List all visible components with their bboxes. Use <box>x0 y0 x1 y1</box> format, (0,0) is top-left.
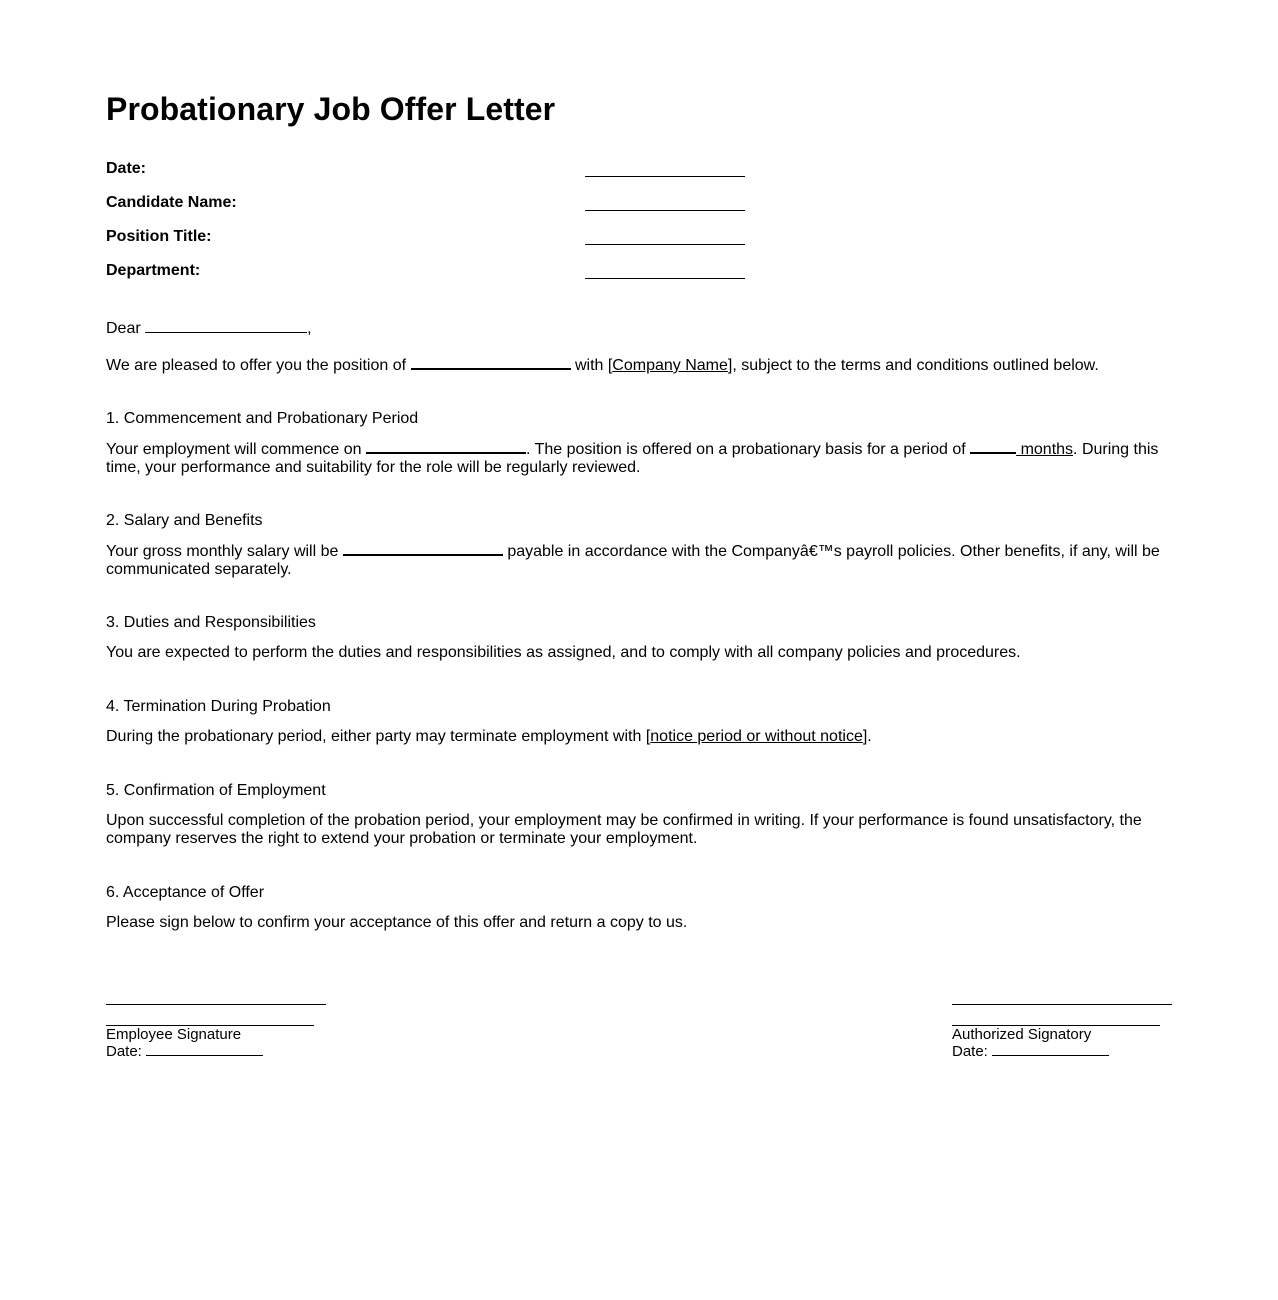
field-label: Department: <box>106 262 201 279</box>
section-heading: 2. Salary and Benefits <box>106 512 263 529</box>
authorized-signature-block <box>952 1004 1172 1060</box>
employee-signature-line[interactable] <box>106 1005 314 1026</box>
months-blank[interactable] <box>970 440 1016 454</box>
field-candidate-name <box>106 192 746 226</box>
recipient-blank[interactable] <box>145 320 307 333</box>
position-blank[interactable] <box>411 356 571 370</box>
field-label: Date: <box>106 160 147 177</box>
body-text: ]. <box>862 728 872 745</box>
section-body <box>106 440 1168 477</box>
department-blank[interactable] <box>585 278 745 279</box>
body-text: . During this time, your performance and suitability for the role will be regularly reviewed. <box>106 441 1159 476</box>
section-body: You are expected to perform the duties and responsibilities as assigned, and to comply with all company policies and procedures. <box>106 644 1021 661</box>
section-heading: 6. Acceptance of Offer <box>106 884 265 901</box>
intro-text: We are pleased to offer you the position of <box>106 357 407 374</box>
notice-period-placeholder[interactable]: notice period or without notice <box>650 728 863 745</box>
employee-date-blank[interactable] <box>146 1043 263 1056</box>
intro-text: with [ <box>574 357 613 374</box>
section-body <box>106 728 1168 746</box>
section-heading: 4. Termination During Probation <box>106 698 331 715</box>
position-title-blank[interactable] <box>585 244 745 245</box>
body-text: . The position is offered on a probationary basis for a period of <box>525 441 966 458</box>
body-text: Your gross monthly salary will be <box>106 543 339 560</box>
commencement-date-blank[interactable] <box>366 440 526 454</box>
employee-signature-label: Employee Signature <box>106 1026 242 1043</box>
body-text: During the probationary period, either party may terminate employment with [ <box>106 728 651 745</box>
salutation-suffix: , <box>307 320 312 337</box>
section-body: Upon successful completion of the probation period, your employment may be confirmed in writing. If your performance is found unsatisfactory, the company reserves the right to extend your probation or terminate your employment. <box>106 812 1142 847</box>
body-text: payable in accordance with the Companyâ€™s payroll policies. Other benefits, if any, will be communicated separately. <box>106 543 1160 578</box>
salutation-prefix: Dear <box>106 320 141 337</box>
employee-date <box>106 1043 326 1060</box>
authorized-signature-label: Authorized Signatory <box>952 1026 1092 1043</box>
header-fields <box>106 158 746 294</box>
intro-paragraph <box>106 356 1168 375</box>
authorized-date <box>952 1043 1172 1060</box>
section-heading: 3. Duties and Responsibilities <box>106 614 316 631</box>
candidate-name-blank[interactable] <box>585 210 745 211</box>
salutation <box>106 320 1168 338</box>
field-department <box>106 260 746 294</box>
salary-blank[interactable] <box>343 542 503 556</box>
body-text: Your employment will commence on <box>106 441 362 458</box>
months-label: months <box>1020 441 1074 458</box>
field-position-title <box>106 226 746 260</box>
page-title: Probationary Job Offer Letter <box>106 91 556 127</box>
authorized-date-blank[interactable] <box>992 1043 1109 1056</box>
company-name-placeholder[interactable]: Company Name <box>612 357 728 374</box>
date-blank[interactable] <box>585 176 745 177</box>
field-label: Candidate Name: <box>106 194 237 211</box>
section-heading: 1. Commencement and Probationary Period <box>106 410 419 427</box>
date-label: Date: <box>952 1043 988 1060</box>
employee-signature-block <box>106 1004 326 1060</box>
section-heading: 5. Confirmation of Employment <box>106 782 326 799</box>
date-label: Date: <box>106 1043 142 1060</box>
section-body: Please sign below to confirm your acceptance of this offer and return a copy to us. <box>106 914 688 931</box>
section-body <box>106 542 1168 579</box>
field-date <box>106 158 746 192</box>
authorized-signature-line[interactable] <box>952 1005 1160 1026</box>
field-label: Position Title: <box>106 228 212 245</box>
intro-text: ], subject to the terms and conditions outlined below. <box>727 357 1099 374</box>
